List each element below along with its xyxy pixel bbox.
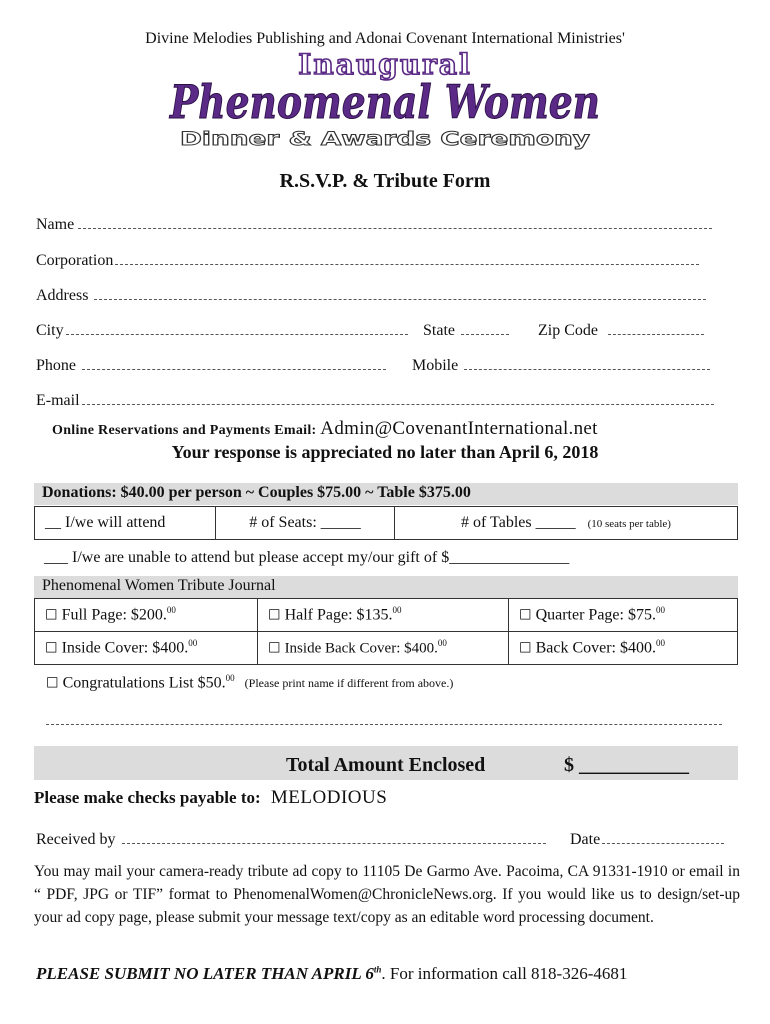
option-half-page[interactable]	[258, 599, 509, 632]
option-label: Quarter Page: $75.	[535, 606, 656, 624]
zip-label: Zip Code	[538, 322, 598, 339]
email-field[interactable]	[36, 392, 714, 410]
corporation-label: Corporation	[36, 252, 114, 269]
corporation-line[interactable]	[115, 252, 699, 265]
phone-field[interactable]	[36, 357, 386, 375]
email-line[interactable]	[82, 392, 714, 405]
state-field[interactable]	[423, 322, 509, 340]
option-label: Inside Cover: $400.	[61, 639, 189, 657]
congrats-name-line[interactable]	[46, 712, 722, 725]
tribute-header: Phenomenal Women Tribute Journal	[42, 577, 276, 594]
online-reservations	[52, 418, 598, 440]
option-label: Full Page: $200.	[61, 606, 167, 624]
date-field[interactable]	[570, 831, 724, 849]
zip-field[interactable]	[538, 322, 704, 340]
logo-phenomenal-women: Phenomenal Women	[168, 75, 601, 129]
state-label: State	[423, 322, 455, 339]
option-label: Half Page: $135.	[284, 606, 393, 624]
online-email[interactable]: Admin@CovenantInternational.net	[320, 418, 598, 439]
cents: 00	[225, 673, 235, 683]
cents: 00	[655, 605, 665, 616]
logo-inaugural: Inaugural	[298, 48, 472, 81]
cents: 00	[392, 605, 402, 616]
checkbox-icon[interactable]: ☐	[268, 607, 281, 624]
received-by-field[interactable]	[36, 831, 546, 849]
option-full-page[interactable]	[35, 599, 258, 632]
name-field[interactable]	[36, 216, 712, 234]
attend-cell[interactable]: __ I/we will attend	[35, 507, 216, 540]
checkbox-icon[interactable]: ☐	[45, 640, 58, 657]
phone-label: Phone	[36, 357, 76, 374]
congrats-label: Congratulations List $50.	[62, 674, 226, 692]
mail-instructions: You may mail your camera-ready tribute ad copy to 11105 De Garmo Ave. Pacoima, CA 91331-1910 or email in “ PDF, JPG or TIF” format to PhenomenalWomen@ChronicleNews.org. If you would like us to design/set-up your ad copy page, please submit your message text/copy as an editable word processing document.	[34, 863, 740, 926]
checkbox-icon[interactable]: ☐	[46, 675, 59, 692]
response-deadline: Your response is appreciated no later than April 6, 2018	[171, 442, 599, 462]
payable-to: MELODIOUS	[270, 787, 388, 808]
tribute-options-table	[34, 598, 738, 665]
footer-info: . For information call 818-326-4681	[381, 964, 628, 983]
total-band	[34, 746, 738, 780]
address-line[interactable]	[94, 287, 706, 300]
attendance-table	[34, 506, 738, 540]
date-label: Date	[570, 831, 601, 848]
unable-attend-line[interactable]: ___ I/we are unable to attend but please accept my/our gift of $_______________	[44, 549, 570, 566]
logo-dinner-awards: Dinner & Awards Ceremony	[180, 128, 591, 150]
congratulations-option[interactable]	[46, 673, 453, 692]
address-label: Address	[36, 287, 89, 304]
corporation-field[interactable]	[36, 252, 699, 270]
address-field[interactable]	[36, 287, 706, 305]
tables-note: (10 seats per table)	[587, 518, 671, 530]
zip-line[interactable]	[608, 322, 704, 335]
total-amount-field[interactable]: $ ___________	[564, 754, 689, 776]
checkbox-icon[interactable]: ☐	[268, 640, 281, 657]
city-line[interactable]	[66, 322, 408, 335]
form-title: R.S.V.P. & Tribute Form	[279, 170, 491, 192]
footer-deadline-sup: th	[373, 964, 382, 975]
cents: 00	[655, 638, 665, 649]
donations-header: Donations: $40.00 per person ~ Couples $75.00 ~ Table $375.00	[42, 484, 471, 501]
option-label: Inside Back Cover: $400.	[284, 640, 438, 657]
option-back-cover[interactable]	[509, 632, 738, 665]
checkbox-icon[interactable]: ☐	[519, 607, 532, 624]
footer	[36, 964, 627, 984]
option-inside-back-cover[interactable]	[258, 632, 509, 665]
state-line[interactable]	[461, 322, 509, 335]
checkbox-icon[interactable]: ☐	[519, 640, 532, 657]
online-label: Online Reservations and Payments Email:	[52, 423, 317, 438]
name-line[interactable]	[78, 216, 712, 229]
donations-band	[34, 483, 738, 505]
footer-deadline: PLEASE SUBMIT NO LATER THAN APRIL 6	[36, 964, 374, 983]
city-field[interactable]	[36, 322, 408, 340]
mobile-line[interactable]	[464, 357, 710, 370]
checkbox-icon[interactable]: ☐	[45, 607, 58, 624]
payable-line	[34, 787, 387, 809]
cents: 00	[437, 638, 447, 649]
organizers-line: Divine Melodies Publishing and Adonai Covenant International Ministries'	[145, 30, 625, 47]
received-by-label: Received by	[36, 831, 116, 848]
option-quarter-page[interactable]	[509, 599, 738, 632]
name-label: Name	[36, 216, 75, 233]
received-by-line[interactable]	[122, 831, 546, 844]
tribute-band	[34, 576, 738, 598]
payable-label: Please make checks payable to:	[34, 788, 261, 807]
option-inside-cover[interactable]	[35, 632, 258, 665]
option-label: Back Cover: $400.	[535, 639, 656, 657]
tables-label: # of Tables _____	[461, 514, 576, 531]
event-logo	[165, 50, 605, 150]
cents: 00	[166, 605, 176, 616]
cents: 00	[188, 638, 198, 649]
total-label: Total Amount Enclosed	[286, 754, 486, 776]
congrats-note: (Please print name if different from above.)	[244, 676, 454, 691]
email-label: E-mail	[36, 392, 80, 409]
city-label: City	[36, 322, 64, 339]
phone-line[interactable]	[82, 357, 386, 370]
seats-cell[interactable]: # of Seats: _____	[216, 507, 395, 540]
mobile-field[interactable]	[412, 357, 710, 375]
tables-cell[interactable]	[395, 507, 738, 540]
mobile-label: Mobile	[412, 357, 459, 374]
date-line[interactable]	[602, 831, 724, 844]
